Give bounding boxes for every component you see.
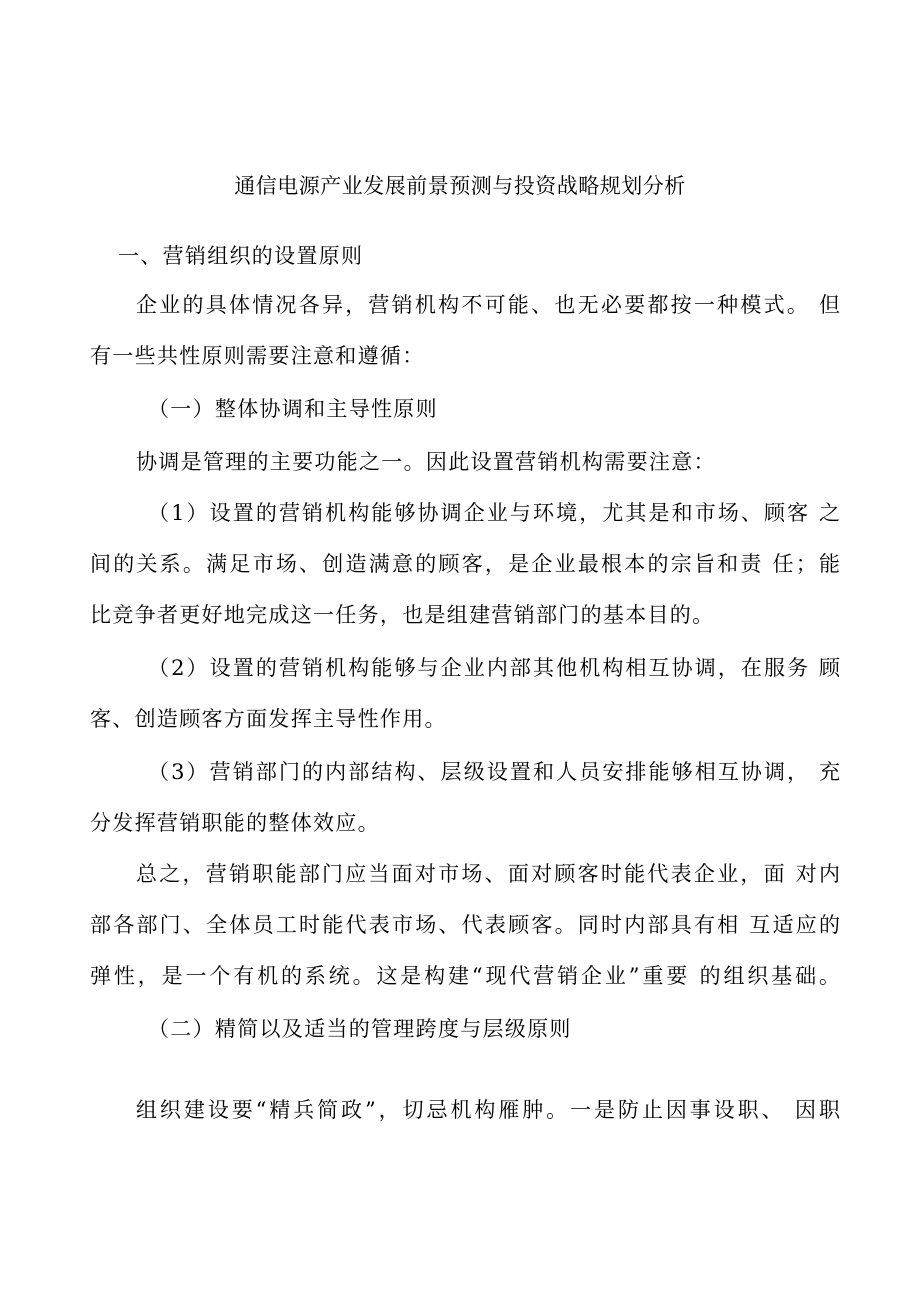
- section-heading: 一、营销组织的设置原则: [118, 244, 364, 268]
- paragraph-line: 组织建设要“精兵简政”，切忌机构雁肿。一是防止因事设职、 因职: [136, 1098, 840, 1122]
- list-item-line: 客、创造顾客方面发挥主导性作用。: [90, 707, 447, 731]
- paragraph-line: 协调是管理的主要功能之一。因此设置营销机构需要注意：: [136, 450, 716, 474]
- list-item-line: 分发挥营销职能的整体效应。: [90, 811, 380, 835]
- document-title: 通信电源产业发展前景预测与投资战略规划分析: [234, 174, 686, 198]
- paragraph-line: 总之，营销职能部门应当面对市场、面对顾客时能代表企业，面 对内: [136, 862, 840, 886]
- paragraph-line: 有一些共性原则需要注意和遵循：: [90, 344, 425, 368]
- subsection-heading: （二）精简以及适当的管理跨度与层级原则: [148, 1017, 572, 1041]
- list-item-line: 比竞争者更好地完成这一任务，也是组建营销部门的基本目的。: [90, 603, 715, 627]
- subsection-heading: （一）整体协调和主导性原则: [148, 397, 438, 421]
- list-item-line: （3）营销部门的内部结构、层级设置和人员安排能够相互协调， 充: [148, 760, 840, 784]
- list-item-line: （2）设置的营销机构能够与企业内部其他机构相互协调，在服务 顾: [148, 656, 840, 680]
- paragraph-line: 弹性，是一个有机的系统。这是构建“现代营销企业”重要 的组织基础。: [90, 964, 840, 988]
- paragraph-line: 企业的具体情况各异，营销机构不可能、也无必要都按一种模式。 但: [136, 293, 840, 317]
- list-item-line: 间的关系。满足市场、创造满意的顾客，是企业最根本的宗旨和责 任；能: [90, 552, 840, 576]
- paragraph-line: 部各部门、全体员工时能代表市场、代表顾客。同时内部具有相 互适应的: [90, 913, 840, 937]
- list-item-line: （1）设置的营销机构能够协调企业与环境，尤其是和市场、顾客 之: [148, 501, 840, 525]
